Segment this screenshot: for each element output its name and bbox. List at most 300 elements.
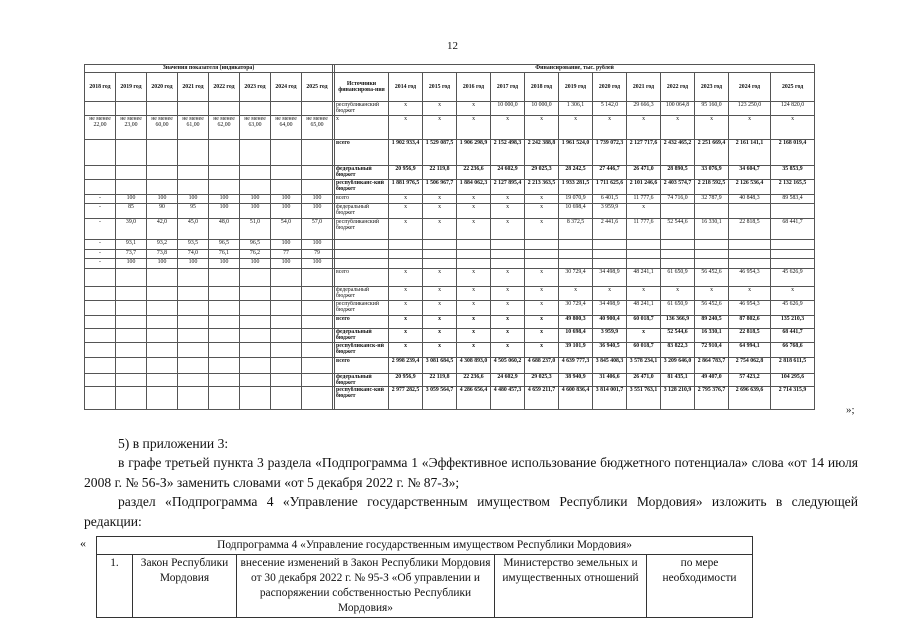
finance-value: х: [491, 328, 525, 342]
finance-value: х: [423, 219, 457, 240]
indicator-value: [209, 387, 240, 410]
indicator-value: [178, 140, 209, 166]
finance-value: 32 787,9: [695, 195, 729, 204]
finance-value: [593, 259, 627, 269]
finance-year-header: 2014 год: [389, 73, 423, 102]
finance-value: [389, 259, 423, 269]
indicator-value: [271, 166, 302, 180]
finance-value: [525, 259, 559, 269]
indicator-value: [271, 373, 302, 387]
indicator-value: [178, 315, 209, 328]
indicator-value: 100: [209, 204, 240, 219]
finance-value: 34 498,9: [593, 269, 627, 287]
finance-value: х: [729, 287, 771, 301]
finance-value: 1 902 933,4: [389, 140, 423, 166]
indicator-value: [178, 287, 209, 301]
finance-value: х: [457, 315, 491, 328]
indicator-value: [85, 166, 116, 180]
finance-value: х: [389, 269, 423, 287]
indicator-value: [209, 180, 240, 195]
table-row: [85, 166, 815, 180]
indicator-value: [240, 373, 271, 387]
finance-value: [423, 259, 457, 269]
indicator-value: 100: [147, 195, 178, 204]
finance-value: 39 101,9: [559, 342, 593, 357]
finance-value: х: [423, 195, 457, 204]
indicator-value: 100: [178, 195, 209, 204]
source-cell: республиканс-кий бюджет: [335, 180, 389, 195]
table-row: [85, 240, 815, 250]
indicator-value: [178, 387, 209, 410]
finance-value: х: [695, 116, 729, 140]
indicator-value: [116, 102, 147, 116]
finance-value: х: [423, 204, 457, 219]
indicator-value: [147, 328, 178, 342]
source-cell: х: [335, 116, 389, 140]
indicator-value: [178, 180, 209, 195]
indicator-value: [271, 140, 302, 166]
finance-value: [593, 240, 627, 250]
source-cell: республиканс-кий бюджет: [335, 387, 389, 410]
indicator-value: [147, 315, 178, 328]
finance-value: [661, 250, 695, 259]
act-content: внесение изменений в Закон Республики Мордовия от 30 декабря 2022 г. № 95-З «Об управлении и распоряжении собственностью Республики Мордовия»: [237, 555, 495, 618]
table-row: [85, 269, 815, 287]
finance-value: [695, 204, 729, 219]
finance-value: 29 025,3: [525, 166, 559, 180]
act-type: Закон Республики Мордовия: [133, 555, 237, 618]
finance-value: х: [423, 269, 457, 287]
indicator-value: 96,5: [209, 240, 240, 250]
finance-value: х: [457, 102, 491, 116]
indicator-value: [209, 315, 240, 328]
finance-value: 24 602,9: [491, 166, 525, 180]
indicator-value: [302, 140, 333, 166]
finance-value: 48 241,1: [627, 269, 661, 287]
indicator-value: 93,5: [178, 240, 209, 250]
finance-value: 40 900,4: [593, 315, 627, 328]
source-header: Источники финансирова-ния: [335, 73, 389, 102]
finance-value: х: [423, 102, 457, 116]
indicator-value: 45,0: [178, 219, 209, 240]
table-row: [85, 373, 815, 387]
indicator-value: -: [85, 259, 116, 269]
finance-value: 2 127 895,4: [491, 180, 525, 195]
indicator-value: [271, 357, 302, 373]
finance-value: х: [389, 287, 423, 301]
indicator-value: [240, 287, 271, 301]
finance-value: 1 884 062,3: [457, 180, 491, 195]
indicator-value: -: [85, 240, 116, 250]
finance-value: х: [457, 269, 491, 287]
finance-year-header: 2019 год: [559, 73, 593, 102]
indicator-value: [85, 287, 116, 301]
finance-value: х: [423, 287, 457, 301]
finance-value: х: [695, 287, 729, 301]
finance-value: х: [457, 195, 491, 204]
indicator-value: [302, 300, 333, 315]
source-cell: [335, 240, 389, 250]
indicator-value: [302, 102, 333, 116]
indicator-value: [302, 287, 333, 301]
indicator-year-header: 2024 год: [271, 73, 302, 102]
finance-value: 2 998 239,4: [389, 357, 423, 373]
indicator-header: Значения показателя (индикатора): [85, 65, 333, 73]
table-row: [85, 328, 815, 342]
indicator-value: [302, 342, 333, 357]
indicator-value: [147, 102, 178, 116]
finance-header: Финансирование, тыс. рублей: [335, 65, 815, 73]
source-cell: республиканский бюджет: [335, 219, 389, 240]
finance-value: 4 286 656,4: [457, 387, 491, 410]
finance-value: 10 698,4: [559, 204, 593, 219]
table-row: [85, 250, 815, 259]
finance-value: х: [457, 204, 491, 219]
finance-value: 2 127 717,6: [627, 140, 661, 166]
source-cell: всего: [335, 140, 389, 166]
finance-value: 22 818,5: [729, 219, 771, 240]
indicator-value: [271, 300, 302, 315]
indicator-value: [178, 373, 209, 387]
subprogram-table-wrap: [96, 536, 753, 618]
finance-value: 49 407,0: [695, 373, 729, 387]
indicator-value: [85, 315, 116, 328]
finance-value: х: [389, 116, 423, 140]
finance-value: [627, 250, 661, 259]
indicator-value: [116, 315, 147, 328]
finance-value: [627, 240, 661, 250]
indicator-value: [302, 180, 333, 195]
indicator-value: [85, 373, 116, 387]
finance-value: х: [525, 287, 559, 301]
finance-value: 2 126 536,4: [729, 180, 771, 195]
indicator-value: [147, 373, 178, 387]
finance-year-header: 2018 год: [525, 73, 559, 102]
indicator-value: [147, 300, 178, 315]
table-row: [85, 204, 815, 219]
indicator-value: [116, 357, 147, 373]
indicator-value: [147, 387, 178, 410]
indicator-value: [240, 300, 271, 315]
indicator-value: [240, 180, 271, 195]
finance-value: 1 529 087,5: [423, 140, 457, 166]
indicator-value: 93,2: [147, 240, 178, 250]
indicator-value: [178, 342, 209, 357]
finance-value: 4 308 893,0: [457, 357, 491, 373]
finance-value: х: [491, 195, 525, 204]
indicator-value: 42,0: [147, 219, 178, 240]
finance-value: 34 604,7: [729, 166, 771, 180]
finance-value: 52 544,6: [661, 328, 695, 342]
finance-value: [423, 240, 457, 250]
indicator-value: 100: [302, 259, 333, 269]
indicator-value: не менее 62,00: [209, 116, 240, 140]
finance-value: 3 081 684,5: [423, 357, 457, 373]
finance-value: 49 800,3: [559, 315, 593, 328]
finance-value: х: [389, 328, 423, 342]
finance-value: х: [771, 116, 815, 140]
finance-value: 2 161 141,1: [729, 140, 771, 166]
finance-value: 33 076,9: [695, 166, 729, 180]
indicator-value: [209, 357, 240, 373]
finance-value: 57 423,2: [729, 373, 771, 387]
indicator-value: [302, 357, 333, 373]
indicator-year-header: 2019 год: [116, 73, 147, 102]
indicator-value: 54,0: [271, 219, 302, 240]
indicator-value: [178, 269, 209, 287]
finance-value: 26 471,0: [627, 166, 661, 180]
finance-value: [695, 250, 729, 259]
indicator-value: [271, 328, 302, 342]
indicator-value: не менее 22,00: [85, 116, 116, 140]
finance-value: [729, 259, 771, 269]
finance-value: х: [423, 116, 457, 140]
finance-value: 10 000,0: [491, 102, 525, 116]
finance-value: [423, 250, 457, 259]
finance-value: х: [525, 315, 559, 328]
finance-value: х: [423, 342, 457, 357]
source-cell: федеральный бюджет: [335, 328, 389, 342]
finance-value: х: [389, 102, 423, 116]
indicator-value: не менее 65,00: [302, 116, 333, 140]
source-cell: федеральный бюджет: [335, 204, 389, 219]
indicator-value: не менее 64,00: [271, 116, 302, 140]
indicator-year-header: 2025 год: [302, 73, 333, 102]
finance-value: 22 119,8: [423, 166, 457, 180]
finance-value: 104 295,6: [771, 373, 815, 387]
finance-value: х: [627, 328, 661, 342]
finance-value: 123 250,0: [729, 102, 771, 116]
finance-value: х: [491, 287, 525, 301]
indicator-value: [178, 166, 209, 180]
finance-value: х: [593, 287, 627, 301]
indicator-value: [302, 166, 333, 180]
finance-value: [729, 204, 771, 219]
finance-value: 2 818 611,5: [771, 357, 815, 373]
table-row: [85, 300, 815, 315]
indicator-value: [178, 328, 209, 342]
indicator-value: [271, 180, 302, 195]
finance-value: 46 954,3: [729, 300, 771, 315]
finance-value: 2 977 282,5: [389, 387, 423, 410]
indicator-value: [271, 287, 302, 301]
finance-value: 3 845 408,3: [593, 357, 627, 373]
finance-value: 100 064,8: [661, 102, 695, 116]
finance-value: 34 498,9: [593, 300, 627, 315]
indicator-value: 79: [302, 250, 333, 259]
finance-value: 2 168 019,4: [771, 140, 815, 166]
finance-value: х: [525, 328, 559, 342]
finance-value: 56 452,6: [695, 269, 729, 287]
indicator-value: [178, 300, 209, 315]
finance-value: 1 881 976,5: [389, 180, 423, 195]
finance-value: 19 070,9: [559, 195, 593, 204]
finance-value: 40 848,3: [729, 195, 771, 204]
indicator-value: [271, 269, 302, 287]
indicator-value: 100: [302, 240, 333, 250]
finance-value: 10 000,0: [525, 102, 559, 116]
source-cell: республиканский бюджет: [335, 300, 389, 315]
finance-value: 4 639 777,3: [559, 357, 593, 373]
indicator-value: 76,1: [209, 250, 240, 259]
finance-value: 2 242 388,8: [525, 140, 559, 166]
finance-value: 68 441,7: [771, 328, 815, 342]
finance-value: 4 505 060,2: [491, 357, 525, 373]
finance-value: 30 729,4: [559, 269, 593, 287]
table-row: [85, 219, 815, 240]
finance-value: 48 241,1: [627, 300, 661, 315]
finance-value: 6 401,5: [593, 195, 627, 204]
finance-value: 28 242,5: [559, 166, 593, 180]
finance-value: 56 452,6: [695, 300, 729, 315]
row-number: 1.: [97, 555, 133, 618]
responsible-ministry: Министерство земельных и имущественных отношений: [495, 555, 647, 618]
table-row: [85, 357, 815, 373]
finance-value: 11 777,6: [627, 195, 661, 204]
indicator-value: 100: [240, 204, 271, 219]
finance-value: 74 716,0: [661, 195, 695, 204]
finance-value: 1 961 524,0: [559, 140, 593, 166]
indicator-value: 48,0: [209, 219, 240, 240]
indicator-value: -: [85, 204, 116, 219]
indicator-value: 100: [209, 259, 240, 269]
indicator-value: [147, 287, 178, 301]
indicator-value: 100: [116, 195, 147, 204]
indicator-value: 90: [147, 204, 178, 219]
indicator-value: 100: [240, 259, 271, 269]
finance-value: х: [627, 204, 661, 219]
finance-value: 46 954,3: [729, 269, 771, 287]
indicator-value: [209, 140, 240, 166]
source-cell: федеральный бюджет: [335, 287, 389, 301]
finance-value: х: [423, 300, 457, 315]
finance-value: [695, 259, 729, 269]
indicator-value: [240, 357, 271, 373]
source-cell: [335, 250, 389, 259]
finance-value: 66 768,6: [771, 342, 815, 357]
finance-value: х: [661, 287, 695, 301]
finance-value: х: [457, 287, 491, 301]
finance-value: [525, 250, 559, 259]
finance-value: х: [559, 116, 593, 140]
indicator-value: [209, 373, 240, 387]
finance-value: 95 160,0: [695, 102, 729, 116]
source-cell: всего: [335, 269, 389, 287]
indicator-value: [209, 166, 240, 180]
indicator-value: [271, 342, 302, 357]
finance-value: 72 910,4: [695, 342, 729, 357]
finance-value: [559, 250, 593, 259]
indicator-value: [209, 287, 240, 301]
finance-year-header: 2017 год: [491, 73, 525, 102]
finance-value: 87 802,6: [729, 315, 771, 328]
table-row: [85, 259, 815, 269]
finance-value: [771, 250, 815, 259]
indicator-value: не менее 60,00: [147, 116, 178, 140]
finance-value: х: [457, 300, 491, 315]
paragraph-1: в графе третьей пункта 3 раздела «Подпрограмма 1 «Эффективное использование бюджетного потенциала» слова «от 14 июля 2008 г. № 56-З» заменить словами «от 5 декабря 2022 г. № 87-З»;: [84, 455, 858, 490]
finance-value: 1 506 967,7: [423, 180, 457, 195]
finance-value: [771, 259, 815, 269]
finance-value: 45 626,9: [771, 300, 815, 315]
indicator-value: [85, 357, 116, 373]
indicator-value: -: [85, 250, 116, 259]
finance-value: 1 906 298,9: [457, 140, 491, 166]
finance-value: х: [423, 328, 457, 342]
indicator-value: не менее 63,00: [240, 116, 271, 140]
finance-value: [491, 259, 525, 269]
finance-value: х: [627, 287, 661, 301]
finance-value: [661, 204, 695, 219]
finance-value: х: [525, 195, 559, 204]
finance-value: [695, 240, 729, 250]
finance-value: х: [559, 287, 593, 301]
indicator-value: [147, 166, 178, 180]
finance-value: [729, 240, 771, 250]
finance-value: 4 480 457,3: [491, 387, 525, 410]
indicator-value: 77: [271, 250, 302, 259]
indicator-value: [116, 328, 147, 342]
finance-value: х: [389, 204, 423, 219]
indicator-value: [209, 342, 240, 357]
indicator-value: 73,8: [147, 250, 178, 259]
indicator-value: [116, 300, 147, 315]
indicator-value: [240, 342, 271, 357]
paragraph-item-5: 5) в приложении 3:: [118, 436, 229, 451]
indicator-value: [178, 357, 209, 373]
indicator-value: 39,0: [116, 219, 147, 240]
source-cell: всего: [335, 357, 389, 373]
finance-year-header: 2016 год: [457, 73, 491, 102]
finance-value: 89 240,5: [695, 315, 729, 328]
indicator-value: [271, 387, 302, 410]
finance-value: [627, 259, 661, 269]
indicator-value: [147, 269, 178, 287]
table-row: [85, 102, 815, 116]
finance-year-header: 2023 год: [695, 73, 729, 102]
indicator-value: [178, 102, 209, 116]
finance-value: 45 626,9: [771, 269, 815, 287]
indicator-value: 100: [116, 259, 147, 269]
finance-value: 89 583,4: [771, 195, 815, 204]
indicator-value: 93,1: [116, 240, 147, 250]
source-cell: федеральный бюджет: [335, 166, 389, 180]
finance-value: 81 435,1: [661, 373, 695, 387]
finance-value: [491, 250, 525, 259]
finance-value: х: [457, 116, 491, 140]
indicator-value: [147, 140, 178, 166]
finance-value: х: [389, 315, 423, 328]
finance-value: х: [661, 116, 695, 140]
indicator-value: [85, 342, 116, 357]
indicator-value: [302, 328, 333, 342]
finance-value: 136 366,9: [661, 315, 695, 328]
finance-value: 2 864 783,7: [695, 357, 729, 373]
indicator-value: 96,5: [240, 240, 271, 250]
subprogram-table: [96, 536, 753, 618]
finance-value: [457, 240, 491, 250]
indicator-value: [85, 328, 116, 342]
finance-value: х: [389, 300, 423, 315]
finance-value: 52 544,6: [661, 219, 695, 240]
indicator-year-header: 2023 год: [240, 73, 271, 102]
finance-value: 22 236,6: [457, 373, 491, 387]
finance-value: х: [491, 204, 525, 219]
indicator-value: [209, 328, 240, 342]
finance-value: [389, 250, 423, 259]
finance-value: х: [525, 300, 559, 315]
indicator-value: [271, 102, 302, 116]
